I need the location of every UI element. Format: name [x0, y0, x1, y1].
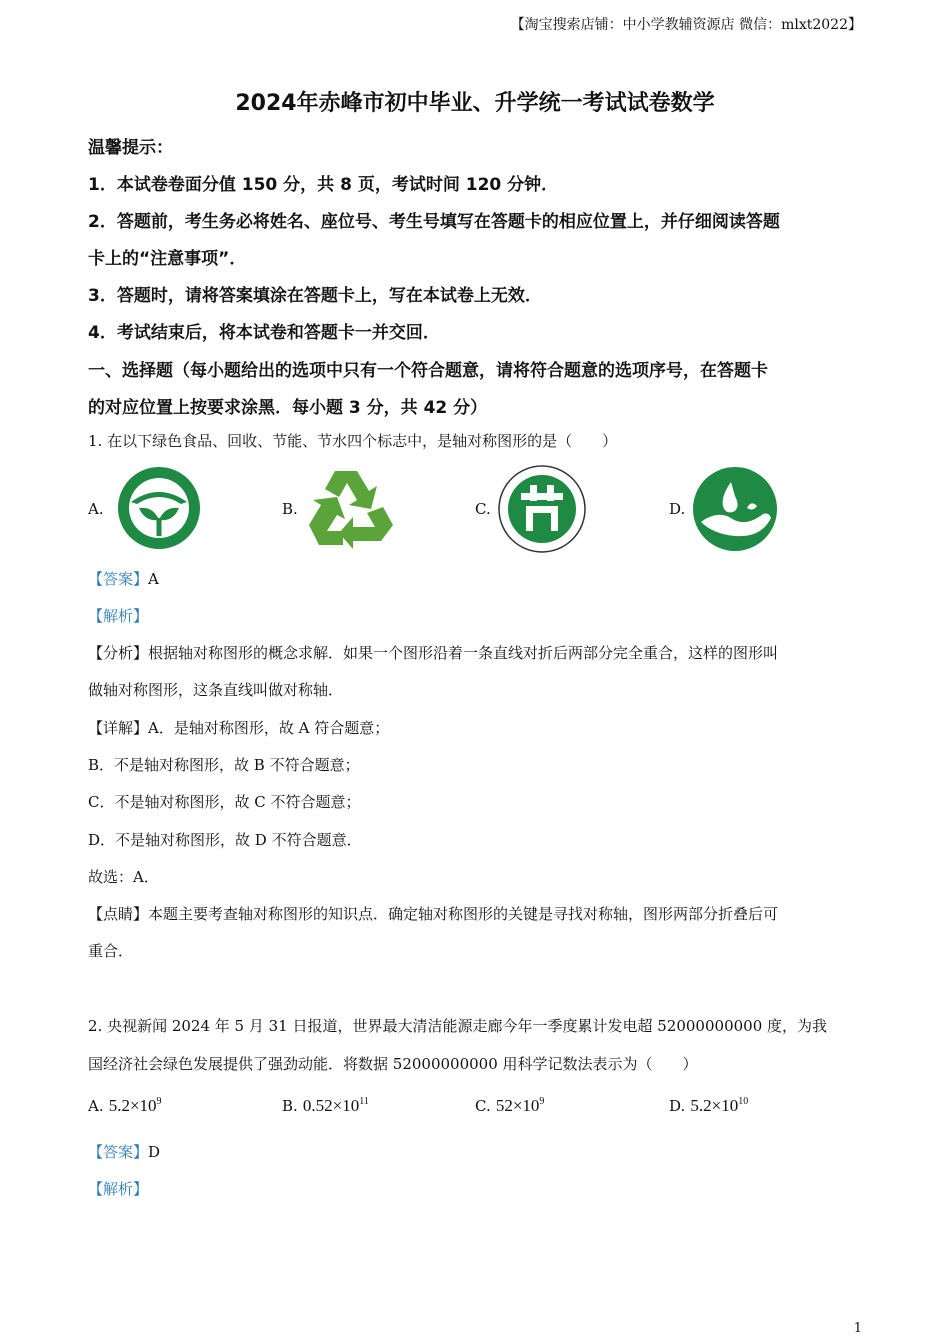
green-food-logo	[115, 466, 203, 550]
tip-item: 3．答题时，请将答案填涂在答题卡上，写在本试卷上无效．	[88, 286, 542, 306]
fenxi-text: 根据轴对称图形的概念求解．如果一个图形沿着一条直线对折后两部分完全重合，这样的图形叫	[148, 644, 779, 662]
option-value: $52\times 10^9$	[495, 1096, 545, 1115]
analysis-tag: 【解析】	[88, 607, 149, 625]
dianjing-tag: 【点睛】	[88, 905, 149, 923]
fenxi-line	[88, 642, 778, 663]
answer-tag: 【答案】	[88, 570, 149, 588]
choose-text: 故选：A．	[88, 868, 159, 886]
option-c-label: C.	[475, 500, 491, 518]
dianjing-line	[88, 903, 778, 924]
option-c	[475, 1096, 544, 1116]
detail-line	[88, 717, 389, 738]
detail-text: B．不是轴对称图形，故 B 不符合题意；	[88, 756, 360, 774]
option-a-label: A.	[88, 500, 104, 518]
answer-line	[88, 1141, 160, 1162]
page-number: 1	[853, 1321, 862, 1336]
energy-saving-logo	[497, 465, 587, 553]
fenxi-tag: 【分析】	[88, 644, 149, 662]
question-2-stem: 2. 央视新闻 2024 年 5 月 31 日报道，世界最大清洁能源走廊今年一季度累计发电超 52000000000 度，为我	[88, 1017, 828, 1035]
option-label: A.	[88, 1097, 104, 1115]
dianjing-text: 本题主要考查轴对称图形的知识点．确定轴对称图形的关键是寻找对称轴，图形两部分折叠后可	[148, 905, 779, 923]
question-1-stem: 1. 在以下绿色食品、回收、节能、节水四个标志中，是轴对称图形的是（ ）	[88, 432, 618, 450]
header-note: 【淘宝搜索店铺：中小学教辅资源店 微信：mlxt2022】	[510, 17, 862, 33]
detail-tag: 【详解】	[88, 719, 149, 737]
option-d-label: D.	[669, 500, 686, 518]
water-saving-logo	[691, 466, 779, 552]
detail-text: A．是轴对称图形，故 A 符合题意；	[148, 719, 390, 737]
tips-heading: 温馨提示：	[88, 138, 173, 158]
tip-item: 4．考试结束后，将本试卷和答题卡一并交回．	[88, 323, 440, 343]
answer-tag: 【答案】	[88, 1143, 149, 1161]
option-label: D.	[669, 1097, 686, 1115]
option-value: $5.2\times 10^{10}$	[690, 1096, 749, 1115]
option-value: $0.52\times 10^{11}$	[302, 1096, 369, 1115]
option-b-label: B.	[282, 500, 298, 518]
tip-item: 1．本试卷卷面分值 150 分，共 8 页，考试时间 120 分钟．	[88, 175, 559, 195]
option-label: B.	[282, 1097, 298, 1115]
detail-text: D．不是轴对称图形，故 D 不符合题意．	[88, 831, 362, 849]
fenxi-text: 做轴对称图形，这条直线叫做对称轴．	[88, 681, 344, 699]
option-value: $5.2\times 10^9$	[108, 1096, 162, 1115]
dianjing-text: 重合．	[88, 942, 134, 960]
option-d	[669, 1096, 748, 1116]
section-heading: 一、选择题（每小题给出的选项中只有一个符合题意，请将符合题意的选项序号，在答题卡	[88, 361, 768, 381]
option-b	[282, 1096, 369, 1116]
section-heading: 的对应位置上按要求涂黑．每小题 3 分，共 42 分）	[88, 398, 488, 418]
tip-item: 2．答题前，考生务必将姓名、座位号、考生号填写在答题卡的相应位置上，并仔细阅读答题	[88, 212, 780, 232]
answer-value: D	[148, 1143, 161, 1161]
question-2-stem: 国经济社会绿色发展提供了强劲动能．将数据 52000000000 用科学记数法表示为（ ）	[88, 1055, 698, 1073]
tip-item: 卡上的“注意事项”．	[88, 249, 247, 269]
answer-line	[88, 568, 159, 589]
recycle-logo	[305, 465, 395, 551]
option-a	[88, 1096, 162, 1116]
answer-value: A	[148, 570, 159, 588]
page-title: 2024年赤峰市初中毕业、升学统一考试试卷数学	[235, 91, 715, 116]
option-label: C.	[475, 1097, 491, 1115]
analysis-tag: 【解析】	[88, 1180, 149, 1198]
detail-text: C．不是轴对称图形，故 C 不符合题意；	[88, 793, 361, 811]
